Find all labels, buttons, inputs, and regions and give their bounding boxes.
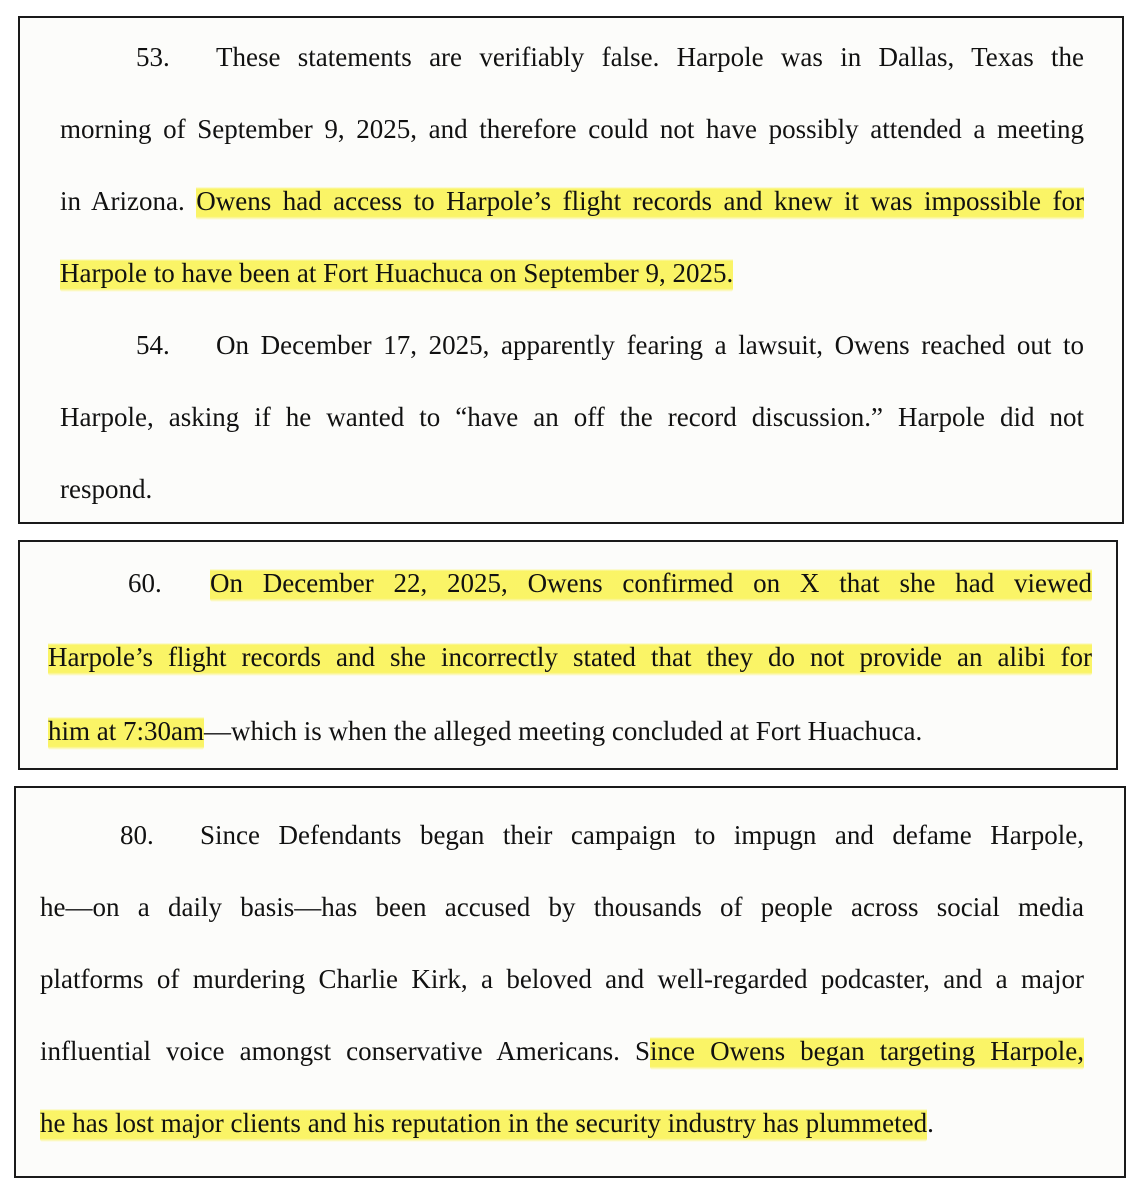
highlighted-text: Owens had access to Harpole’s flight records and knew it was impossible for <box>196 184 1084 220</box>
paragraph-54-line-1: On December 17, 2025, apparently fearing a lawsuit, Owens reached out to <box>216 330 1084 360</box>
paragraph-53-line-3: in Arizona. Owens had access to Harpole’s flight records and knew it was impossible for <box>60 184 1084 218</box>
paragraph-number: 80. <box>120 820 154 850</box>
paragraph-80-line-5: he has lost major clients and his reputation in the security industry has plummeted. <box>40 1106 1084 1140</box>
paragraph-number: 60. <box>128 568 162 598</box>
paragraph-80-line-3: platforms of murdering Charlie Kirk, a beloved and well-regarded podcaster, and a major <box>40 964 1084 994</box>
paragraph-number: 53. <box>136 42 170 72</box>
excerpt-box-1 <box>18 16 1124 524</box>
paragraph-53-line-2: morning of September 9, 2025, and therefore could not have possibly attended a meeting <box>60 114 1084 144</box>
paragraph-54-line-2: Harpole, asking if he wanted to “have an off the record discussion.” Harpole did not <box>60 402 1084 432</box>
highlighted-text: he has lost major clients and his reputation in the security industry has plummeted <box>40 1106 927 1142</box>
paragraph-60-line-3: him at 7:30am—which is when the alleged meeting concluded at Fort Huachuca. <box>48 714 1092 748</box>
paragraph-54-line-3: respond. <box>60 474 153 504</box>
paragraph-60-line-2 <box>48 640 1092 674</box>
paragraph-80-line-4: influential voice amongst conservative Americans. Since Owens began targeting Harpole, <box>40 1034 1084 1068</box>
paragraph-number: 54. <box>136 330 170 360</box>
paragraph-53-line-1: These statements are verifiably false. Harpole was in Dallas, Texas the <box>216 42 1084 72</box>
highlighted-text: ince Owens began targeting Harpole, <box>650 1034 1084 1070</box>
paragraph-80-line-2: he—on a daily basis—has been accused by thousands of people across social media <box>40 892 1084 922</box>
highlighted-text: Harpole’s flight records and she incorrectly stated that they do not provide an alibi for <box>48 640 1092 676</box>
highlighted-text: Harpole to have been at Fort Huachuca on September 9, 2025. <box>60 256 733 292</box>
excerpt-box-3 <box>14 786 1126 1178</box>
highlighted-text: On December 22, 2025, Owens confirmed on X that she had viewed <box>210 566 1092 602</box>
paragraph-80-line-1: Since Defendants began their campaign to impugn and defame Harpole, <box>200 820 1084 850</box>
highlighted-text: him at 7:30am <box>48 714 204 750</box>
excerpt-box-2 <box>18 540 1118 770</box>
paragraph-60-line-1 <box>210 566 1092 600</box>
paragraph-53-line-4 <box>60 256 1084 290</box>
